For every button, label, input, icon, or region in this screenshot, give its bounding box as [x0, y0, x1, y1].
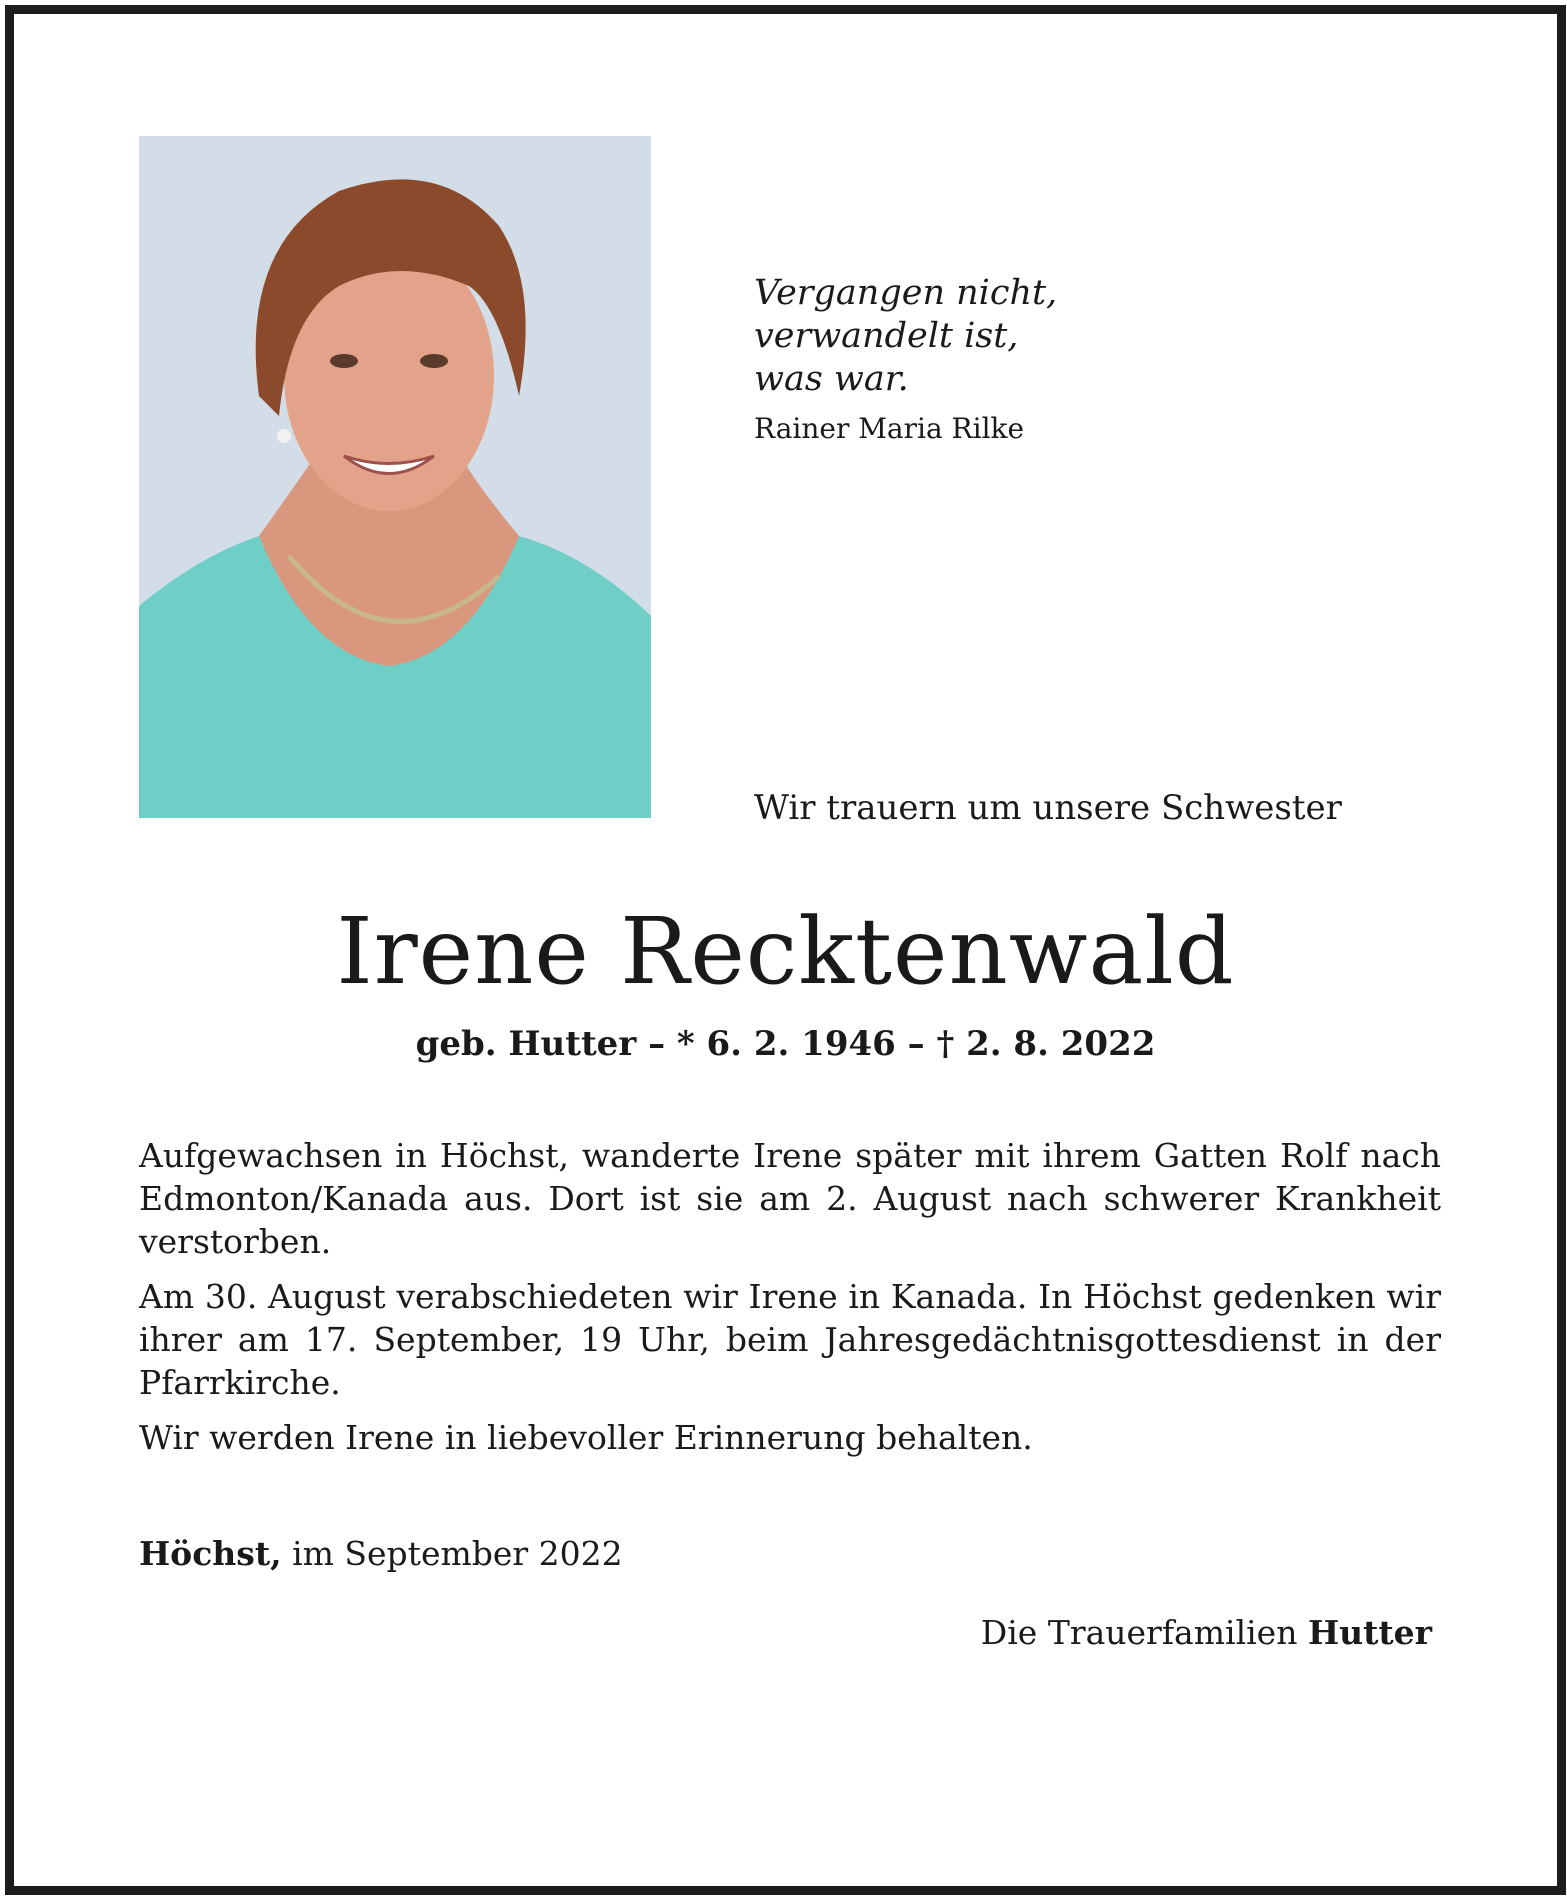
quote-author: Rainer Maria Rilke: [754, 412, 1025, 445]
body-paragraph: Wir werden Irene in liebevoller Erinnerung behalten.: [139, 1418, 1033, 1457]
obituary-frame: [5, 5, 1566, 1895]
portrait-photo: [139, 136, 651, 818]
intro-text: Wir trauern um unsere Schwester: [754, 788, 1342, 828]
quote-line: was war.: [754, 359, 909, 399]
deceased-name: Irene Recktenwald: [336, 898, 1235, 1005]
quote-line: Vergangen nicht,: [754, 273, 1058, 313]
body-paragraph: Am 30. August verabschiedeten wir Irene in Kanada. In Höchst gedenken wir ihrer am 17. September, 19 Uhr, beim Jahresgedächtnisgottesdienst in der Pfarrkirche.: [139, 1277, 1441, 1402]
obituary-body: [139, 1134, 1441, 1471]
signature-family: Hutter: [1307, 1613, 1432, 1652]
quote-block: [754, 272, 1274, 447]
body-paragraph: Aufgewachsen in Höchst, wanderte Irene später mit ihrem Gatten Rolf nach Edmonton/Kanada aus. Dort ist sie am 2. August nach schwerer Krankheit verstorben.: [139, 1136, 1441, 1261]
deceased-dates: geb. Hutter – * 6. 2. 1946 – † 2. 8. 2022: [415, 1024, 1156, 1064]
place-date-text: im September 2022: [281, 1534, 623, 1573]
quote-line: verwandelt ist,: [754, 316, 1019, 356]
signature: [981, 1611, 1432, 1655]
portrait-illustration: [139, 136, 651, 818]
place-city: Höchst,: [139, 1534, 282, 1573]
place-date: [139, 1532, 623, 1576]
signature-prefix: Die Trauerfamilien: [980, 1613, 1308, 1652]
